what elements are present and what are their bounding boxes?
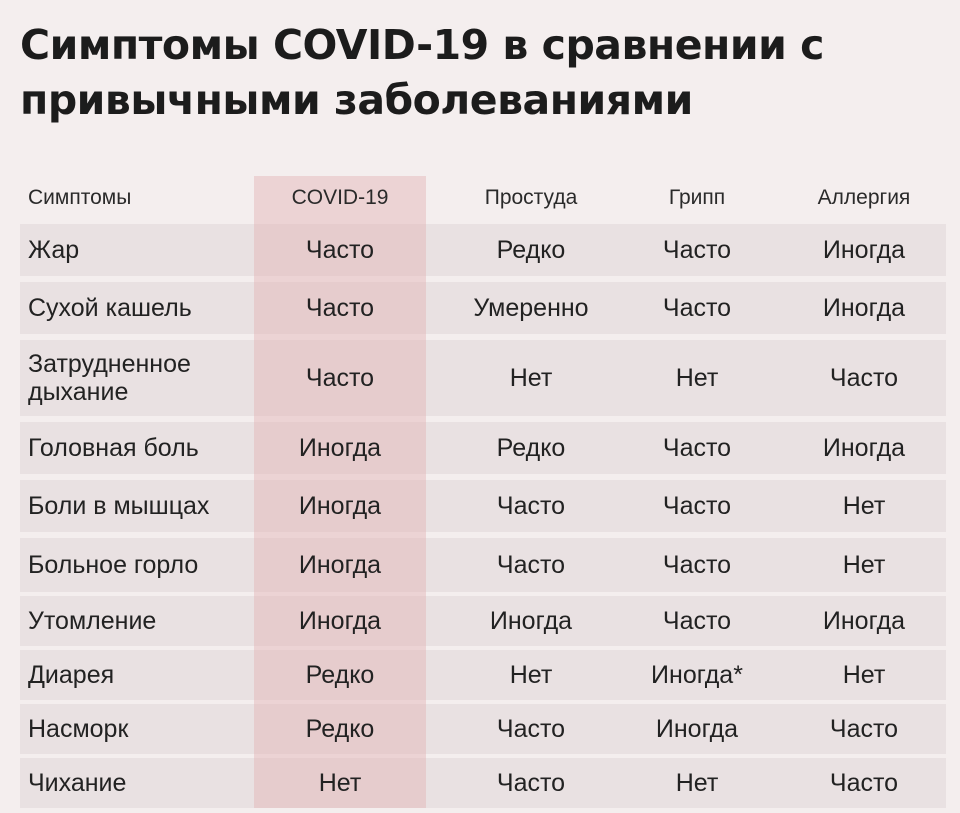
flu-value: Часто bbox=[662, 236, 732, 264]
table-row bbox=[20, 596, 946, 646]
symptom-name: Диарея bbox=[28, 661, 115, 689]
covid-value: Нет bbox=[318, 769, 362, 797]
covid-value: Часто bbox=[305, 364, 375, 392]
allergy-value: Нет bbox=[842, 661, 886, 689]
cold-value: Часто bbox=[496, 769, 566, 797]
allergy-value: Иногда bbox=[822, 294, 906, 322]
page-title: Симптомы COVID-19 в сравнении с привычными заболеваниями bbox=[20, 21, 824, 124]
allergy-value: Часто bbox=[829, 715, 899, 743]
cold-value: Иногда bbox=[489, 607, 573, 635]
table-row bbox=[20, 422, 946, 474]
covid-value: Иногда bbox=[298, 492, 382, 520]
flu-value: Нет bbox=[675, 364, 719, 392]
symptom-name: Жар bbox=[28, 236, 80, 264]
allergy-value: Иногда bbox=[822, 236, 906, 264]
symptom-name: Больное горло bbox=[28, 551, 199, 579]
table-row bbox=[20, 650, 946, 700]
header-allergy: Аллергия bbox=[817, 186, 911, 209]
allergy-value: Иногда bbox=[822, 607, 906, 635]
table-row bbox=[20, 704, 946, 754]
table-row bbox=[20, 340, 946, 416]
table-row bbox=[20, 538, 946, 592]
symptom-name: Сухой кашель bbox=[28, 294, 192, 322]
covid-value: Редко bbox=[305, 661, 375, 689]
flu-value: Часто bbox=[662, 492, 732, 520]
covid-value: Иногда bbox=[298, 607, 382, 635]
symptom-name: Головная боль bbox=[28, 434, 199, 462]
covid-value: Часто bbox=[305, 294, 375, 322]
symptom-name: Затрудненное дыхание bbox=[28, 350, 191, 406]
table-row bbox=[20, 282, 946, 334]
covid-value: Иногда bbox=[298, 434, 382, 462]
flu-value: Иногда* bbox=[651, 661, 743, 689]
cold-value: Редко bbox=[496, 236, 566, 264]
flu-value: Часто bbox=[662, 434, 732, 462]
symptom-name: Чихание bbox=[28, 769, 127, 797]
allergy-value: Нет bbox=[842, 551, 886, 579]
cold-value: Редко bbox=[496, 434, 566, 462]
header-symptoms: Симптомы bbox=[28, 186, 132, 209]
flu-value: Часто bbox=[662, 551, 732, 579]
symptom-name: Боли в мышцах bbox=[28, 492, 210, 520]
flu-value: Иногда bbox=[655, 715, 739, 743]
symptom-name: Насморк bbox=[28, 715, 129, 743]
allergy-value: Нет bbox=[842, 492, 886, 520]
header-covid: COVID-19 bbox=[291, 186, 389, 209]
cold-value: Часто bbox=[496, 551, 566, 579]
header-cold: Простуда bbox=[484, 186, 578, 209]
symptom-name: Утомление bbox=[28, 607, 157, 635]
cold-value: Умеренно bbox=[473, 294, 589, 322]
cold-value: Часто bbox=[496, 492, 566, 520]
flu-value: Часто bbox=[662, 607, 732, 635]
allergy-value: Иногда bbox=[822, 434, 906, 462]
table-row bbox=[20, 758, 946, 808]
cold-value: Нет bbox=[509, 364, 553, 392]
cold-value: Нет bbox=[509, 661, 553, 689]
covid-value: Иногда bbox=[298, 551, 382, 579]
header-flu: Грипп bbox=[668, 186, 726, 209]
allergy-value: Часто bbox=[829, 769, 899, 797]
allergy-value: Часто bbox=[829, 364, 899, 392]
table-row bbox=[20, 480, 946, 532]
flu-value: Часто bbox=[662, 294, 732, 322]
covid-value: Часто bbox=[305, 236, 375, 264]
cold-value: Часто bbox=[496, 715, 566, 743]
covid-value: Редко bbox=[305, 715, 375, 743]
flu-value: Нет bbox=[675, 769, 719, 797]
table-header bbox=[0, 176, 960, 220]
table-row bbox=[20, 224, 946, 276]
